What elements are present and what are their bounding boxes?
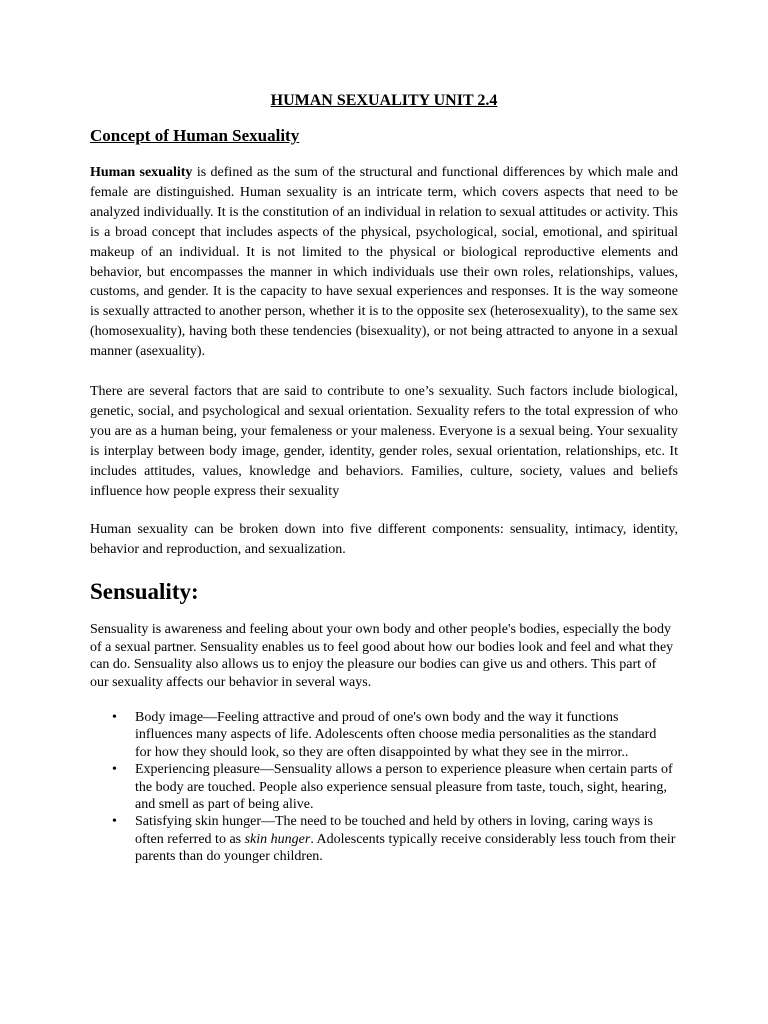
list-item xyxy=(90,761,676,813)
sensuality-bullet-list xyxy=(90,709,678,866)
list-item xyxy=(90,813,676,865)
paragraph-definition-text: is defined as the sum of the structural and functional differences by which male and female are distinguished. Human sexuality is an intricate term, which covers aspects that need to be analyzed individually. It is the constitution of an individual in relation to sexual attitudes or activity. This is a broad concept that includes aspects of the physical, psychological, social, emotional, and spiritual makeup of an individual. It is not limited to the physical or biological reproductive elements and behavior, but encompasses the manner in which individuals use their own roles, relationships, values, customs, and gender. It is the capacity to have sexual experiences and responses. It is the way someone is sexually attracted to another person, whether it is to the opposite sex (heterosexuality), to the same sex (homosexuality), having both these tendencies (bisexuality), or not being attracted to anyone in a sexual manner (asexuality). xyxy=(90,165,679,360)
list-item xyxy=(90,709,676,761)
sensuality-paragraph: Sensuality is awareness and feeling about your own body and other people's bodies, especially the body of a sexual partner. Sensuality enables us to feel good about how our bodies look and feel and what they can do. Sensuality also allows us to enjoy the pleasure our bodies can give us and others. This part of our sexuality affects our behavior in several ways. xyxy=(90,622,674,690)
paragraph-components: Human sexuality can be broken down into five different components: sensuality, intimacy, identity, behavior and reproduction, and sexualization. xyxy=(90,522,678,557)
list-item-text: Experiencing pleasure—Sensuality allows a person to experience pleasure when certain parts of the body are touched. People also experience sensual pleasure from taste, touch, sight, hearing, and smell as part of being alive. xyxy=(135,762,673,813)
list-item-emphasis: skin hunger xyxy=(244,831,311,847)
sensuality-heading: Sensuality: xyxy=(90,579,199,604)
bullet-icon: • xyxy=(112,814,117,830)
list-item-text xyxy=(135,814,675,864)
list-item-text: Body image—Feeling attractive and proud of one's own body and the way it functions influences many aspects of life. Adolescents often choose media personalities as the standard for how they should look, so they are often disappointed by what they see in the mirror.. xyxy=(135,710,657,760)
document-title: HUMAN SEXUALITY UNIT 2.4 xyxy=(270,92,498,109)
bullet-icon: • xyxy=(112,710,117,725)
paragraph-definition xyxy=(90,163,678,362)
paragraph-factors: There are several factors that are said to contribute to one’s sexuality. Such factors include biological, genetic, social, and psychological and sexual orientation. Sexuality refers to the total expression of who you are as a human being, your femaleness or your maleness. Everyone is a sexual being. Your sexuality is interplay between body image, gender, identity, gender roles, sexual orientation, relationships, etc. It includes attitudes, values, knowledge and behaviors. Families, culture, society, values and beliefs influence how people express their sexuality xyxy=(90,384,678,499)
list-item-text-part: Satisfying skin hunger—The need to be touched and held by others in loving, caring ways is often referred to as xyxy=(135,814,653,847)
list-item-text-part: . Adolescents typically receive considerably less touch from their parents than do younger children. xyxy=(135,831,676,865)
section-heading: Concept of Human Sexuality xyxy=(90,126,300,145)
bullet-icon: • xyxy=(112,762,117,778)
paragraph-lead-term: Human sexuality xyxy=(90,165,193,180)
